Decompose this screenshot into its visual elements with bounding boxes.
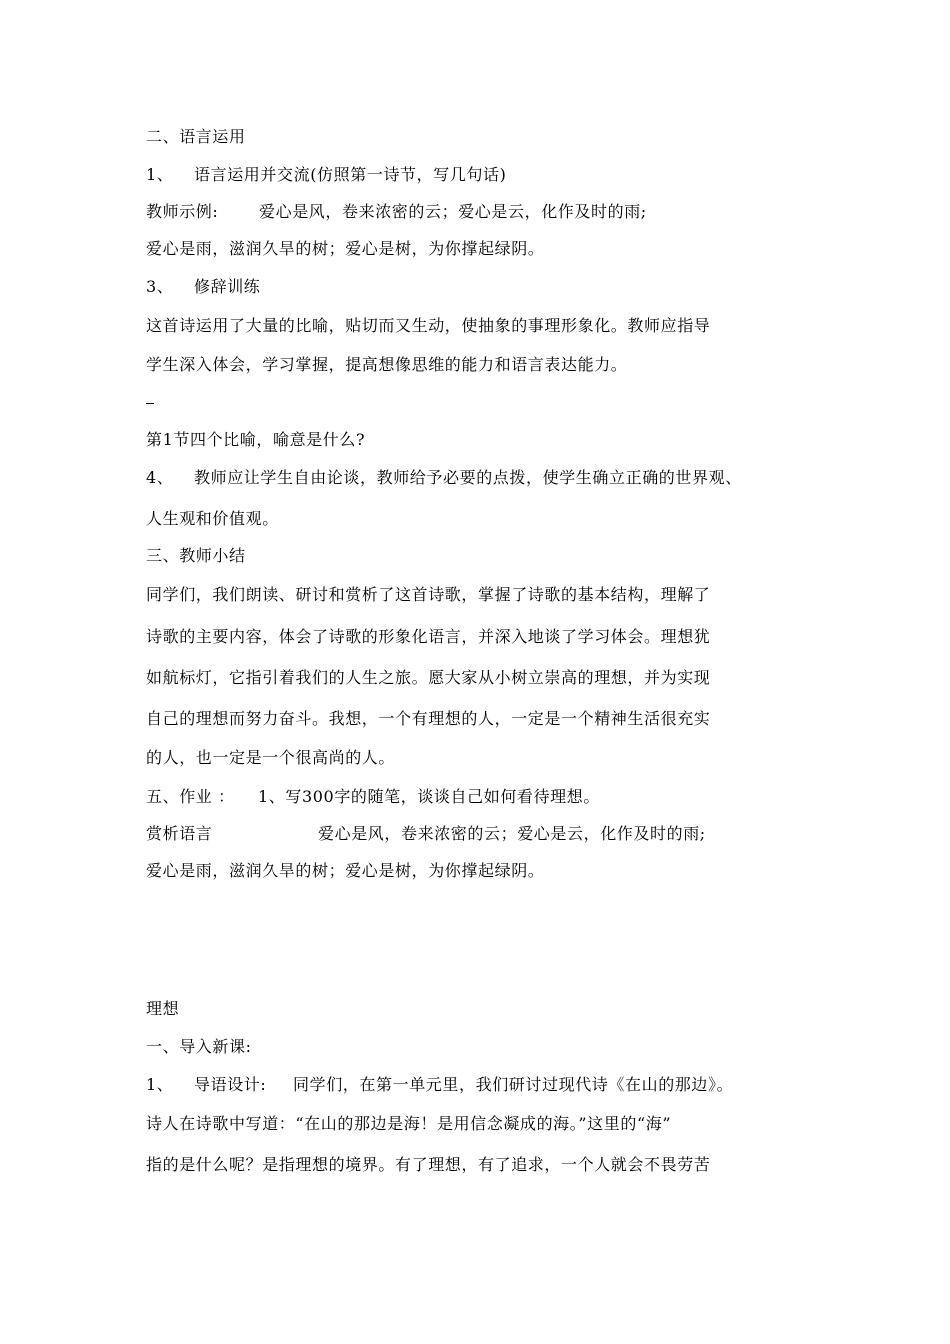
stray-mark bbox=[146, 403, 154, 404]
item-text: 同学们，在第一单元里，我们研讨过现代诗《在山的那边》。 bbox=[293, 1075, 734, 1094]
appreciate-line bbox=[146, 823, 706, 845]
paragraph-line: 学生深入体会，学习掌握，提高想像思维的能力和语言表达能力。 bbox=[146, 355, 628, 374]
homework-label: 五、作业 ： bbox=[146, 787, 235, 806]
paragraph-line: 指的是什么呢？是指理想的境界。有了理想，有了追求，一个人就会不畏劳苦 bbox=[146, 1155, 711, 1174]
appreciate-label: 赏析语言 bbox=[146, 824, 213, 843]
paragraph-line: 诗人在诗歌中写道：“在山的那边是海！是用信念凝成的海。”这里的“海” bbox=[146, 1114, 672, 1133]
item-text: 修辞训练 bbox=[194, 277, 261, 296]
item-text: 语言运用并交流(仿照第一诗节，写几句话) bbox=[194, 165, 507, 184]
item-number: 4、 bbox=[146, 468, 174, 487]
paragraph-line: 人生观和价值观。 bbox=[146, 509, 279, 528]
paragraph-line: 这首诗运用了大量的比喻，贴切而又生动，使抽象的事理形象化。教师应指导 bbox=[146, 316, 711, 335]
item-text: 教师应让学生自由论谈，教师给予必要的点拨，使学生确立正确的世界观、 bbox=[194, 468, 742, 487]
lesson-title: 理想 bbox=[146, 999, 180, 1018]
summary-line: 如航标灯，它指引着我们的人生之旅。愿大家从小树立崇高的理想，并为实现 bbox=[146, 668, 711, 687]
section-heading-summary: 三、教师小结 bbox=[146, 546, 246, 565]
list-item-language-exchange bbox=[146, 164, 507, 186]
question-line: 第1节四个比喻，喻意是什么? bbox=[146, 430, 366, 449]
section-heading-language-use: 二、语言运用 bbox=[146, 127, 246, 146]
example-label: 教师示例: bbox=[146, 202, 219, 221]
list-item-teacher-guidance bbox=[146, 467, 742, 489]
list-item-intro-design bbox=[146, 1074, 733, 1096]
summary-line: 同学们，我们朗读、研讨和赏析了这首诗歌，掌握了诗歌的基本结构，理解了 bbox=[146, 585, 711, 604]
list-item-rhetoric-training bbox=[146, 276, 260, 298]
homework-text: 1、写300字的随笔，谈谈自己如何看待理想。 bbox=[258, 787, 600, 806]
summary-line: 诗歌的主要内容，体会了诗歌的形象化语言，并深入地谈了学习体会。理想犹 bbox=[146, 627, 711, 646]
item-number: 1、 bbox=[146, 165, 174, 184]
appreciate-continuation: 爱心是雨，滋润久旱的树；爱心是树，为你撑起绿阴。 bbox=[146, 861, 545, 880]
summary-line: 的人，也一定是一个很高尚的人。 bbox=[146, 748, 396, 767]
item-number: 1、 bbox=[146, 1075, 174, 1094]
section-heading-intro: 一、导入新课: bbox=[146, 1037, 252, 1056]
item-number: 3、 bbox=[146, 277, 174, 296]
appreciate-text: 爱心是风，卷来浓密的云；爱心是云，化作及时的雨; bbox=[318, 824, 706, 843]
item-label: 导语设计: bbox=[194, 1075, 267, 1094]
example-continuation: 爱心是雨，滋润久旱的树；爱心是树，为你撑起绿阴。 bbox=[146, 239, 545, 258]
summary-line: 自己的理想而努力奋斗。我想，一个有理想的人，一定是一个精神生活很充实 bbox=[146, 709, 711, 728]
example-text: 爱心是风，卷来浓密的云；爱心是云，化作及时的雨; bbox=[259, 202, 647, 221]
homework-line bbox=[146, 786, 600, 808]
teacher-example-line bbox=[146, 201, 647, 223]
